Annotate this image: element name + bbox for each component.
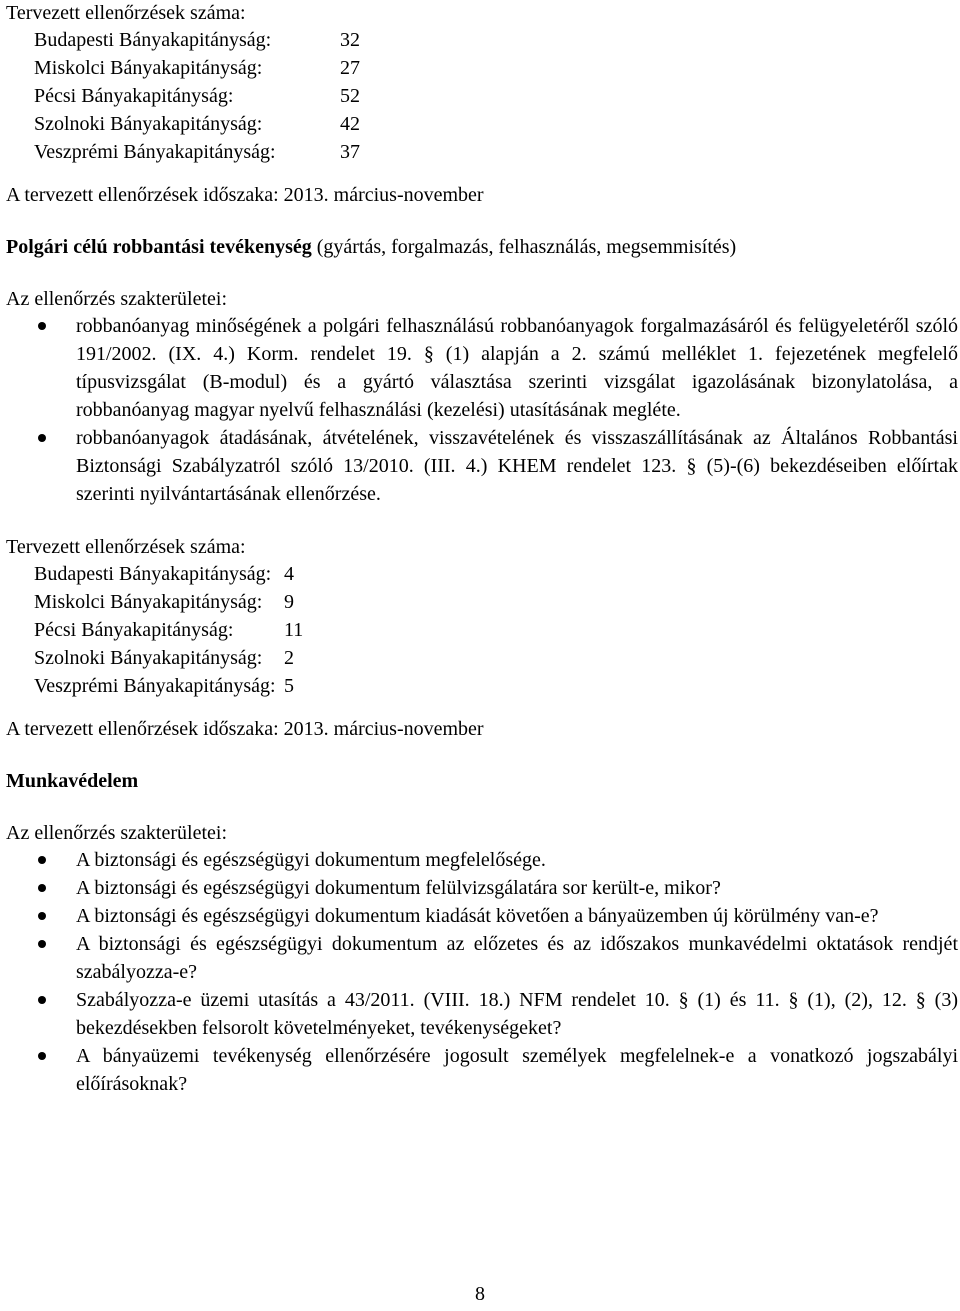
list-item: A biztonsági és egészségügyi dokumentum megfelelősége.: [6, 846, 958, 874]
count-row: Budapesti Bányakapitányság: 32: [34, 29, 360, 51]
list-item: robbanóanyag minőségének a polgári felhasználású robbanóanyagok forgalmazásáról és felügyeletéről szóló 191/2002. (IX. 4.) Korm. rendelet 19. § (1) alapján a 2. számú melléklet 1. fejezetének megfelelő típusvizsgálat (B-modul) és a gyártó választása szerinti vizsgálat igazolásának bizonylatolása, a robbanóanyag magyar nyelvű felhasználási (kezelési) utasításának megléte.: [6, 312, 958, 424]
count-row: Veszprémi Bányakapitányság: 5: [34, 675, 294, 697]
count-row: Veszprémi Bányakapitányság: 37: [34, 141, 360, 163]
list-item: A biztonsági és egészségügyi dokumentum felülvizsgálatára sor került-e, mikor?: [6, 874, 958, 902]
count-row: Pécsi Bányakapitányság: 52: [34, 85, 360, 107]
list-item: Szabályozza-e üzemi utasítás a 43/2011. (VIII. 18.) NFM rendelet 10. § (1) és 11. § (1), (2), 12. § (3) bekezdésekben felsorolt követelményeket, tevékenységeket?: [6, 986, 958, 1042]
bullet-icon: [38, 912, 46, 920]
list-item: A bányaüzemi tevékenység ellenőrzésére jogosult személyek megfelelnek-e a vonatkozó jogszabályi előírásoknak?: [6, 1042, 958, 1098]
counts-heading: Tervezett ellenőrzések száma:: [6, 2, 246, 24]
areas-list: [6, 846, 958, 1098]
count-row: Szolnoki Bányakapitányság: 42: [34, 113, 360, 135]
list-item: A biztonsági és egészségügyi dokumentum az előzetes és az időszakos munkavédelmi oktatások rendjét szabályozza-e?: [6, 930, 958, 986]
section-title: Munkavédelem: [6, 770, 139, 792]
counts-list: [34, 560, 958, 700]
count-row: Pécsi Bányakapitányság: 11: [34, 619, 304, 641]
bullet-icon: [38, 996, 46, 1004]
areas-heading: Az ellenőrzés szakterületei:: [6, 288, 227, 310]
list-item: robbanóanyagok átadásának, átvételének, visszavételének és visszaszállításának az Általános Robbantási Biztonsági Szabályzatról szóló 13/2010. (III. 4.) KHEM rendelet 123. § (5)-(6) bekezdéseiben előírtak szerinti nyilvántartásának ellenőrzése.: [6, 424, 958, 508]
bullet-icon: [38, 322, 46, 330]
areas-list: [6, 312, 958, 508]
count-row: Miskolci Bányakapitányság: 9: [34, 591, 294, 613]
count-row: Miskolci Bányakapitányság: 27: [34, 57, 360, 79]
period-text: A tervezett ellenőrzések időszaka: 2013. március-november: [6, 718, 484, 740]
section-title: Polgári célú robbantási tevékenység (gyártás, forgalmazás, felhasználás, megsemmisítés): [6, 236, 737, 258]
period-text: A tervezett ellenőrzések időszaka: 2013. március-november: [6, 184, 484, 206]
bullet-icon: [38, 1052, 46, 1060]
page-number: 8: [475, 1283, 485, 1305]
bullet-icon: [38, 434, 46, 442]
bullet-icon: [38, 856, 46, 864]
list-item: A biztonsági és egészségügyi dokumentum kiadását követően a bányaüzemben új körülmény van-e?: [6, 902, 958, 930]
bullet-icon: [38, 940, 46, 948]
areas-heading: Az ellenőrzés szakterületei:: [6, 822, 227, 844]
count-row: Szolnoki Bányakapitányság: 2: [34, 647, 294, 669]
counts-heading: Tervezett ellenőrzések száma:: [6, 536, 246, 558]
count-row: Budapesti Bányakapitányság: 4: [34, 563, 294, 585]
bullet-icon: [38, 884, 46, 892]
counts-list: [34, 26, 958, 166]
